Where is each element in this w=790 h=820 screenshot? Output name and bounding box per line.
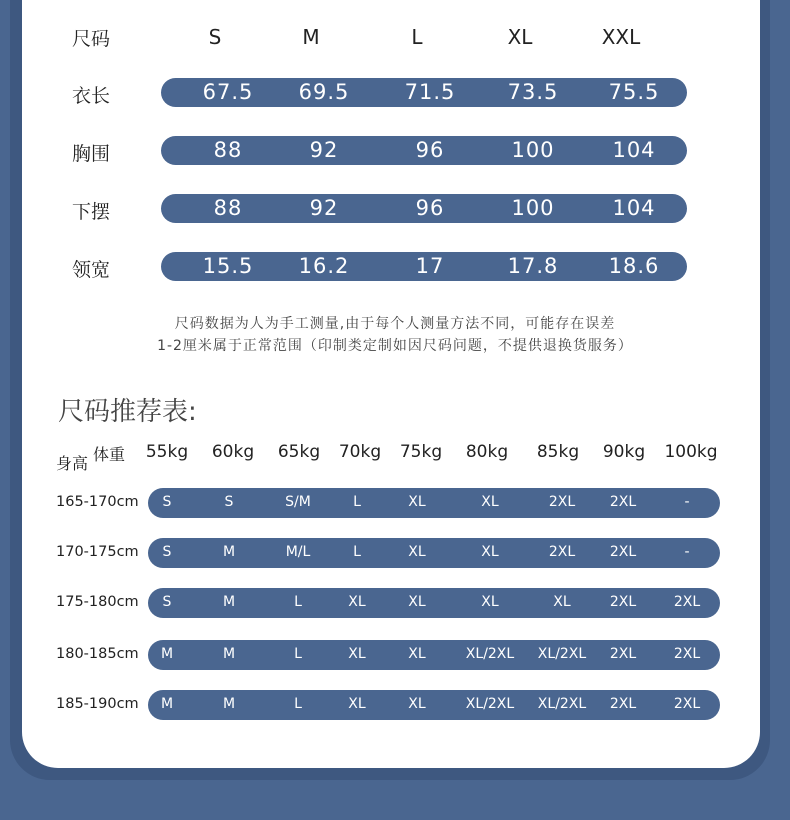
size-value: 104 <box>612 138 656 162</box>
size-value: 88 <box>213 138 243 162</box>
corner-height-label: 身高 <box>56 454 89 473</box>
size-value: 69.5 <box>298 80 350 104</box>
size-value: 100 <box>511 138 555 162</box>
recommend-size-value: - <box>684 544 690 560</box>
recommend-size-value: 2XL <box>609 696 637 712</box>
recommend-size-value: 2XL <box>673 646 701 662</box>
weight-header-cell: 80kg <box>465 442 509 462</box>
height-range-label: 185-190cm <box>56 696 139 712</box>
size-header-l: L <box>411 25 423 49</box>
size-value: 92 <box>309 138 339 162</box>
recommend-size-value: S <box>162 594 172 610</box>
recommend-size-value: XL/2XL <box>537 696 587 712</box>
recommend-size-value: L <box>294 646 302 662</box>
recommend-size-value: XL <box>553 594 571 610</box>
note-line-1: 尺码数据为人为手工测量,由于每个人测量方法不同，可能存在误差 <box>174 316 616 332</box>
recommend-size-value: XL <box>481 594 499 610</box>
size-row-label: 领宽 <box>72 259 111 281</box>
recommend-size-value: L <box>353 544 361 560</box>
recommend-size-value: XL <box>481 544 499 560</box>
size-header-s: S <box>208 25 222 49</box>
size-row-label: 胸围 <box>72 143 111 165</box>
recommend-size-value: S <box>162 494 172 510</box>
size-value: 96 <box>415 196 445 220</box>
recommend-size-value: 2XL <box>548 544 576 560</box>
size-value: 17 <box>415 254 445 278</box>
size-value: 73.5 <box>507 80 559 104</box>
recommend-size-value: M <box>222 544 236 560</box>
recommend-size-value: 2XL <box>548 494 576 510</box>
recommend-size-value: 2XL <box>673 696 701 712</box>
height-range-label: 165-170cm <box>56 494 139 510</box>
recommend-size-value: M/L <box>285 544 311 560</box>
height-range-label: 175-180cm <box>56 594 139 610</box>
recommend-size-value: XL/2XL <box>465 646 515 662</box>
size-value: 67.5 <box>202 80 254 104</box>
size-header-xl: XL <box>507 25 533 49</box>
size-row-label: 衣长 <box>72 85 111 107</box>
size-corner-label: 尺码 <box>72 28 111 50</box>
recommend-size-value: XL <box>408 544 426 560</box>
size-value: 75.5 <box>608 80 660 104</box>
size-header-xxl: XXL <box>601 25 641 49</box>
recommend-size-value: 2XL <box>609 544 637 560</box>
recommend-size-value: 2XL <box>609 646 637 662</box>
corner-weight-label: 体重 <box>93 445 126 464</box>
recommend-size-value: XL <box>348 696 366 712</box>
recommend-size-value: M <box>160 646 174 662</box>
recommend-size-value: S <box>224 494 234 510</box>
recommend-size-value: M <box>222 646 236 662</box>
weight-header-cell: 60kg <box>211 442 255 462</box>
weight-header-cell: 55kg <box>145 442 189 462</box>
size-value: 18.6 <box>608 254 660 278</box>
recommend-size-value: M <box>222 696 236 712</box>
recommend-size-value: S/M <box>285 494 311 510</box>
size-value: 104 <box>612 196 656 220</box>
size-value: 16.2 <box>298 254 350 278</box>
recommend-size-value: XL <box>408 646 426 662</box>
recommend-size-value: XL <box>408 594 426 610</box>
size-value: 15.5 <box>202 254 254 278</box>
size-value: 88 <box>213 196 243 220</box>
recommend-size-value: - <box>684 494 690 510</box>
height-range-label: 170-175cm <box>56 544 139 560</box>
weight-header-cell: 70kg <box>338 442 382 462</box>
recommend-size-value: L <box>294 594 302 610</box>
height-range-label: 180-185cm <box>56 646 139 662</box>
size-value: 17.8 <box>507 254 559 278</box>
size-value: 100 <box>511 196 555 220</box>
recommend-size-value: L <box>294 696 302 712</box>
recommend-size-value: XL/2XL <box>537 646 587 662</box>
size-value: 92 <box>309 196 339 220</box>
recommend-size-value: 2XL <box>609 494 637 510</box>
recommend-size-value: L <box>353 494 361 510</box>
recommend-size-value: XL <box>348 594 366 610</box>
recommend-size-value: S <box>162 544 172 560</box>
weight-header-cell: 75kg <box>399 442 443 462</box>
recommend-size-value: 2XL <box>673 594 701 610</box>
note-line-2: 1-2厘米属于正常范围（印制类定制如因尺码问题，不提供退换货服务） <box>157 338 633 354</box>
weight-header-cell: 65kg <box>277 442 321 462</box>
recommend-title: 尺码推荐表: <box>58 397 197 427</box>
weight-header-cell: 85kg <box>536 442 580 462</box>
recommend-size-value: XL <box>481 494 499 510</box>
recommend-size-value: XL <box>408 696 426 712</box>
weight-header-cell: 90kg <box>602 442 646 462</box>
recommend-size-value: 2XL <box>609 594 637 610</box>
size-header-m: M <box>302 25 320 49</box>
size-value: 96 <box>415 138 445 162</box>
weight-header-cell: 100kg <box>664 442 718 462</box>
size-value: 71.5 <box>404 80 456 104</box>
recommend-size-value: XL <box>348 646 366 662</box>
recommend-size-value: XL <box>408 494 426 510</box>
recommend-size-value: XL/2XL <box>465 696 515 712</box>
recommend-size-value: M <box>160 696 174 712</box>
recommend-size-value: M <box>222 594 236 610</box>
size-row-label: 下摆 <box>72 201 111 223</box>
